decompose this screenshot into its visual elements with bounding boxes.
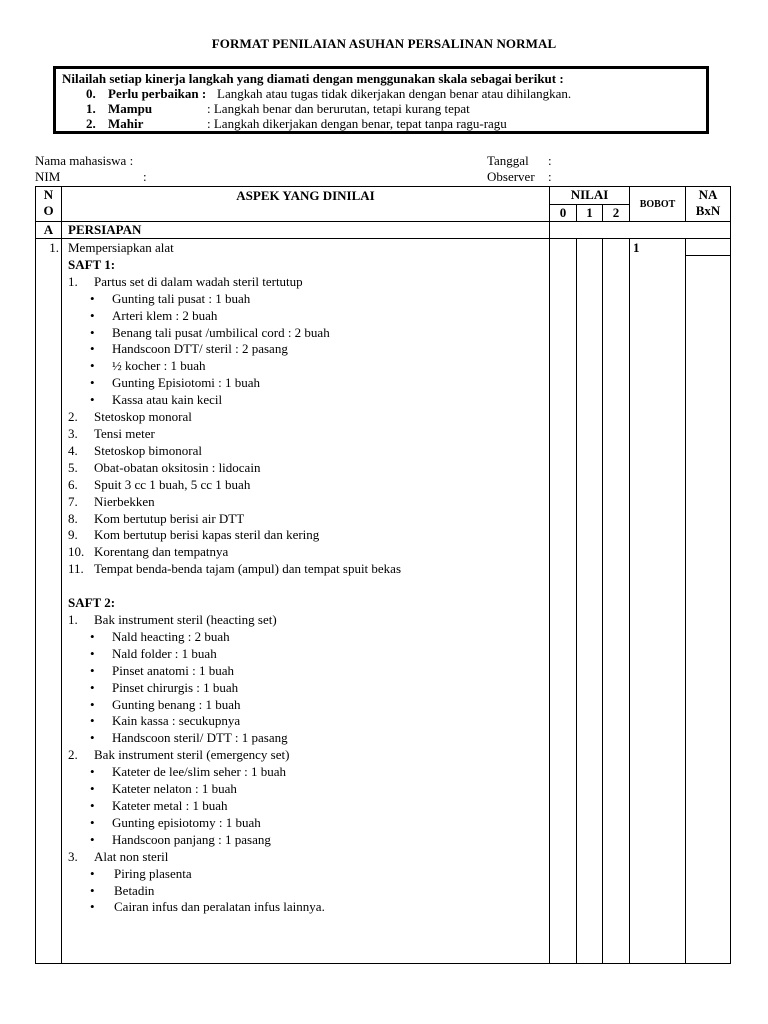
tanggal-colon: : bbox=[548, 153, 552, 168]
bullet-item: • Kassa atau kain kecil bbox=[68, 392, 549, 409]
scale-description: : Langkah benar dan berurutan, tetapi kurang tepat bbox=[207, 101, 470, 116]
header-no bbox=[36, 187, 62, 222]
list-item bbox=[68, 494, 549, 511]
bullet-item: • Nald heacting : 2 buah bbox=[68, 629, 549, 646]
list-item bbox=[68, 274, 549, 291]
list-item-number: 1. bbox=[68, 273, 78, 289]
saft2-title: SAFT 2: bbox=[68, 595, 116, 611]
observer-label: Observer bbox=[487, 169, 535, 184]
list-item-text: Korentang dan tempatnya bbox=[94, 544, 229, 560]
bullet-item: • Gunting Episiotomi : 1 buah bbox=[68, 375, 549, 392]
header-bobot: BOBOT bbox=[630, 187, 686, 222]
list-item bbox=[68, 544, 549, 561]
list-item-number: 6. bbox=[68, 476, 78, 492]
header-nilai-1: 1 bbox=[577, 205, 603, 222]
list-item bbox=[68, 849, 549, 866]
header-nilai-0: 0 bbox=[550, 205, 577, 222]
form-title: FORMAT PENILAIAN ASUHAN PERSALINAN NORMAL bbox=[211, 36, 557, 51]
header-aspek: ASPEK YANG DINILAI bbox=[62, 187, 550, 222]
saft2-list bbox=[68, 612, 549, 916]
list-item-number: 2. bbox=[68, 409, 78, 425]
list-item-number: 1. bbox=[68, 612, 78, 628]
row-title: Mempersiapkan alat bbox=[68, 240, 174, 255]
observer-colon: : bbox=[548, 169, 552, 184]
scale-heading: Nilailah setiap kinerja langkah yang diamati dengan menggunakan skala sebagai berikut : bbox=[62, 71, 564, 86]
list-item-number: 9. bbox=[68, 527, 78, 543]
list-item bbox=[68, 443, 549, 460]
list-item-number: 8. bbox=[68, 510, 78, 526]
list-item-number: 10. bbox=[68, 544, 85, 560]
nilai-1-cell[interactable] bbox=[577, 239, 603, 964]
header-nilai: NILAI bbox=[550, 187, 630, 205]
bullet-item: • Handscoon steril/ DTT : 1 pasang bbox=[68, 730, 549, 747]
header-na bbox=[686, 187, 731, 222]
scale-item bbox=[62, 116, 706, 131]
tanggal-label: Tanggal bbox=[487, 153, 529, 168]
list-item-number: 7. bbox=[68, 493, 78, 509]
list-item-text: Stetoskop monoral bbox=[94, 409, 192, 425]
list-item bbox=[68, 561, 549, 578]
list-item-number: 2. bbox=[68, 747, 78, 763]
list-item bbox=[68, 426, 549, 443]
list-item-text: Spuit 3 cc 1 buah, 5 cc 1 buah bbox=[94, 476, 251, 492]
list-item-number: 11. bbox=[68, 561, 84, 577]
list-item-text: Stetoskop bimonoral bbox=[94, 442, 202, 458]
scale-item bbox=[62, 86, 706, 101]
bullet-item: • Nald folder : 1 buah bbox=[68, 646, 549, 663]
bullet-item: • Gunting benang : 1 buah bbox=[68, 697, 549, 714]
bullet-item: • Gunting tali pusat : 1 buah bbox=[68, 291, 549, 308]
nilai-2-cell[interactable] bbox=[603, 239, 630, 964]
bullet-item: • ½ kocher : 1 buah bbox=[68, 358, 549, 375]
list-item-text: Bak instrument steril (emergency set) bbox=[94, 747, 290, 763]
list-item bbox=[68, 477, 549, 494]
header-no-line2: O bbox=[43, 203, 54, 218]
header-na-line1: NA bbox=[698, 187, 718, 202]
scale-label: Perlu perbaikan : bbox=[108, 86, 207, 101]
list-item-text: Nierbekken bbox=[94, 493, 155, 509]
bullet-item: • Kateter metal : 1 buah bbox=[68, 798, 549, 815]
scale-number: 1. bbox=[86, 101, 96, 116]
list-item bbox=[68, 527, 549, 544]
list-item-text: Kom bertutup berisi air DTT bbox=[94, 510, 245, 526]
nim-label: NIM bbox=[35, 169, 61, 184]
list-item bbox=[68, 747, 549, 764]
header-no-line1: N bbox=[43, 187, 54, 202]
list-item-number: 5. bbox=[68, 459, 78, 475]
section-empty-cell bbox=[550, 222, 731, 239]
list-item-number: 3. bbox=[68, 848, 78, 864]
bullet-item: • Handscoon panjang : 1 pasang bbox=[68, 832, 549, 849]
scale-number: 0. bbox=[86, 86, 96, 101]
row-number: 1. bbox=[36, 239, 62, 964]
bullet-item: • Benang tali pusat /umbilical cord : 2 buah bbox=[68, 325, 549, 342]
list-item-text: Obat-obatan oksitosin : lidocain bbox=[94, 459, 261, 475]
bullet-item: • Handscoon DTT/ steril : 2 pasang bbox=[68, 341, 549, 358]
bullet-item: • Gunting episiotomy : 1 buah bbox=[68, 815, 549, 832]
section-letter: A bbox=[36, 222, 62, 239]
list-item-text: Tempat benda-benda tajam (ampul) dan tempat spuit bekas bbox=[94, 561, 402, 577]
na-cell[interactable] bbox=[686, 239, 731, 964]
bullet-item: • Arteri klem : 2 buah bbox=[68, 308, 549, 325]
nim-colon: : bbox=[143, 169, 147, 184]
list-item-text: Kom bertutup berisi kapas steril dan kering bbox=[94, 527, 320, 543]
bullet-item: • Piring plasenta bbox=[68, 866, 549, 883]
list-item-text: Partus set di dalam wadah steril tertutup bbox=[94, 273, 303, 289]
list-item bbox=[68, 612, 549, 629]
list-item-text: Bak instrument steril (heacting set) bbox=[94, 612, 277, 628]
row-content bbox=[62, 239, 550, 964]
bullet-item: • Betadin bbox=[68, 883, 549, 900]
list-item bbox=[68, 409, 549, 426]
bullet-item: • Cairan infus dan peralatan infus lainnya. bbox=[68, 899, 549, 916]
scale-item bbox=[62, 101, 706, 116]
list-item-number: 4. bbox=[68, 442, 78, 458]
scale-number: 2. bbox=[86, 116, 96, 131]
bullet-item: • Kateter de lee/slim seher : 1 buah bbox=[68, 764, 549, 781]
assessment-table bbox=[35, 186, 731, 964]
list-item bbox=[68, 460, 549, 477]
bullet-item: • Pinset chirurgis : 1 buah bbox=[68, 680, 549, 697]
bullet-item: • Pinset anatomi : 1 buah bbox=[68, 663, 549, 680]
table-row bbox=[36, 239, 731, 964]
scale-label: Mampu bbox=[108, 101, 153, 116]
scale-description: Langkah atau tugas tidak dikerjakan dengan benar atau dihilangkan. bbox=[217, 86, 572, 101]
saft1-list bbox=[68, 274, 549, 578]
section-title: PERSIAPAN bbox=[62, 222, 550, 239]
scale-description: : Langkah dikerjakan dengan benar, tepat tanpa ragu-ragu bbox=[207, 116, 507, 131]
bullet-item: • Kain kassa : secukupnya bbox=[68, 713, 549, 730]
header-na-line2: BxN bbox=[695, 203, 721, 218]
list-item bbox=[68, 511, 549, 528]
list-item-number: 3. bbox=[68, 425, 78, 441]
scale-label: Mahir bbox=[108, 116, 144, 131]
saft1-title: SAFT 1: bbox=[68, 256, 116, 272]
header-nilai-2: 2 bbox=[603, 205, 630, 222]
list-item-text: Tensi meter bbox=[94, 425, 155, 441]
rating-scale-box bbox=[53, 66, 709, 134]
na-subcell bbox=[686, 239, 730, 256]
nama-mahasiswa-label: Nama mahasiswa : bbox=[35, 153, 134, 168]
list-item-text: Alat non steril bbox=[94, 848, 169, 864]
bobot-value: 1 bbox=[630, 239, 686, 964]
nilai-0-cell[interactable] bbox=[550, 239, 577, 964]
bullet-item: • Kateter nelaton : 1 buah bbox=[68, 781, 549, 798]
